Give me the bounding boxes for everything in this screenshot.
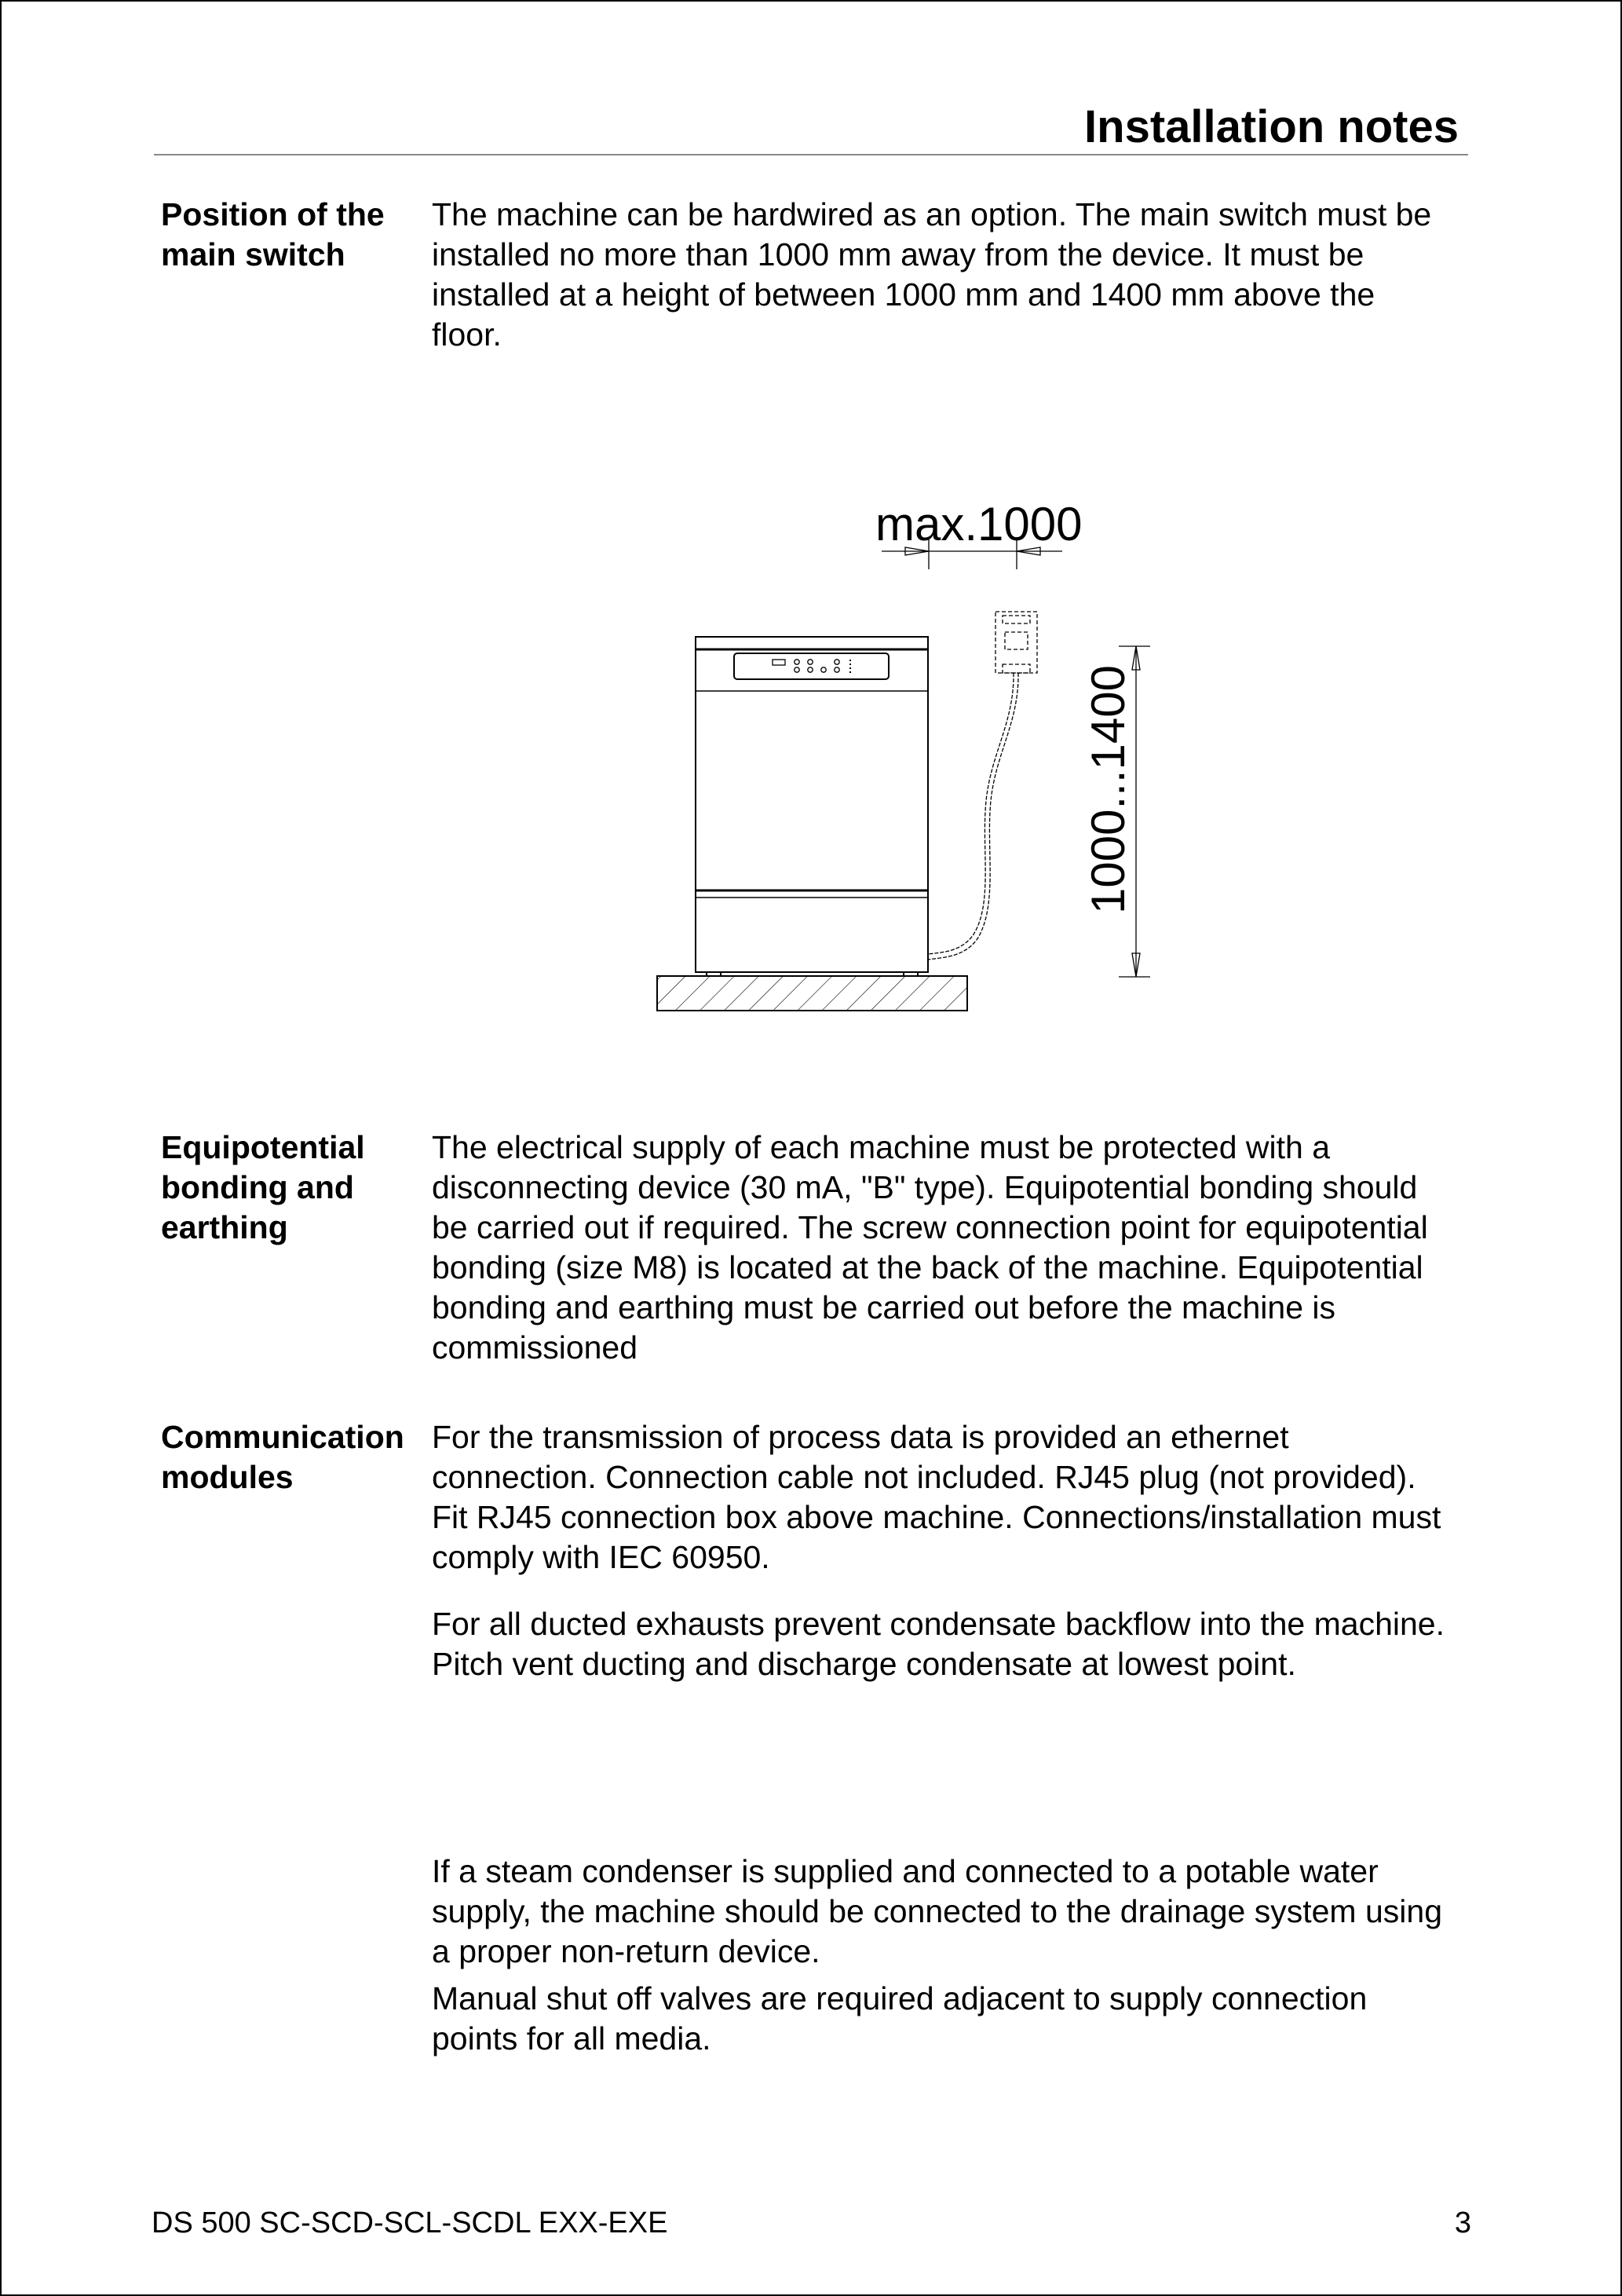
label-line: modules: [161, 1459, 294, 1495]
label-line: Equipotential: [161, 1129, 365, 1165]
section-label-communication: [161, 1417, 404, 1497]
text-line: points for all media.: [432, 2020, 711, 2057]
text-line: bonding and earthing must be carried out before the machine is: [432, 1289, 1336, 1325]
label-line: Communication: [161, 1419, 404, 1455]
text-line: floor.: [432, 316, 502, 353]
power-cable: [928, 673, 1018, 960]
vertical-dimension-label: 1000...1400: [1082, 665, 1134, 914]
floor: [657, 976, 967, 1011]
text-line: Fit RJ45 connection box above machine. Connections/installation must: [432, 1499, 1441, 1535]
page-title: Installation notes: [1084, 101, 1459, 152]
main-switch-box: [995, 612, 1037, 673]
text-line: installed no more than 1000 mm away from the device. It must be: [432, 236, 1364, 272]
text-line: The machine can be hardwired as an option. The main switch must be: [432, 196, 1432, 232]
text-line: The electrical supply of each machine must be protected with a: [432, 1129, 1331, 1165]
label-line: earthing: [161, 1209, 288, 1245]
dishwasher-machine: [696, 637, 928, 976]
text-line: For the transmission of process data is provided an ethernet: [432, 1419, 1289, 1455]
footer-page-number: 3: [1454, 2206, 1471, 2239]
shutoff-valves-text: [432, 1979, 1367, 2059]
text-line: For all ducted exhausts prevent condensate backflow into the machine.: [432, 1606, 1445, 1642]
horizontal-dimension-label: max.1000: [875, 498, 1083, 550]
text-line: supply, the machine should be connected to the drainage system using: [432, 1893, 1442, 1929]
text-line: If a steam condenser is supplied and connected to a potable water: [432, 1853, 1379, 1889]
footer-model: DS 500 SC-SCD-SCL-SCDL EXX-EXE: [152, 2206, 668, 2239]
communication-text: [432, 1417, 1441, 1578]
text-line: bonding (size M8) is located at the back of the machine. Equipotential: [432, 1249, 1423, 1285]
text-line: Manual shut off valves are required adjacent to supply connection: [432, 1980, 1368, 2016]
text-line: disconnecting device (30 mA, "B" type). Equipotential bonding should: [432, 1169, 1418, 1205]
label-line: Position of the: [161, 196, 385, 232]
text-line: a proper non-return device.: [432, 1933, 820, 1969]
exhaust-text: [432, 1604, 1445, 1684]
text-line: connection. Connection cable not included. RJ45 plug (not provided).: [432, 1459, 1416, 1495]
text-line: comply with IEC 60950.: [432, 1539, 770, 1575]
section-label-equipotential: [161, 1128, 365, 1248]
equipotential-text: [432, 1128, 1428, 1368]
text-line: Pitch vent ducting and discharge condensate at lowest point.: [432, 1646, 1296, 1682]
label-line: main switch: [161, 236, 345, 272]
steam-condenser-text: [432, 1852, 1442, 1972]
control-buttons: [795, 660, 839, 672]
label-line: bonding and: [161, 1169, 354, 1205]
text-line: installed at a height of between 1000 mm and 1400 mm above the: [432, 276, 1375, 313]
text-line: commissioned: [432, 1329, 638, 1366]
text-line: be carried out if required. The screw connection point for equipotential: [432, 1209, 1428, 1245]
